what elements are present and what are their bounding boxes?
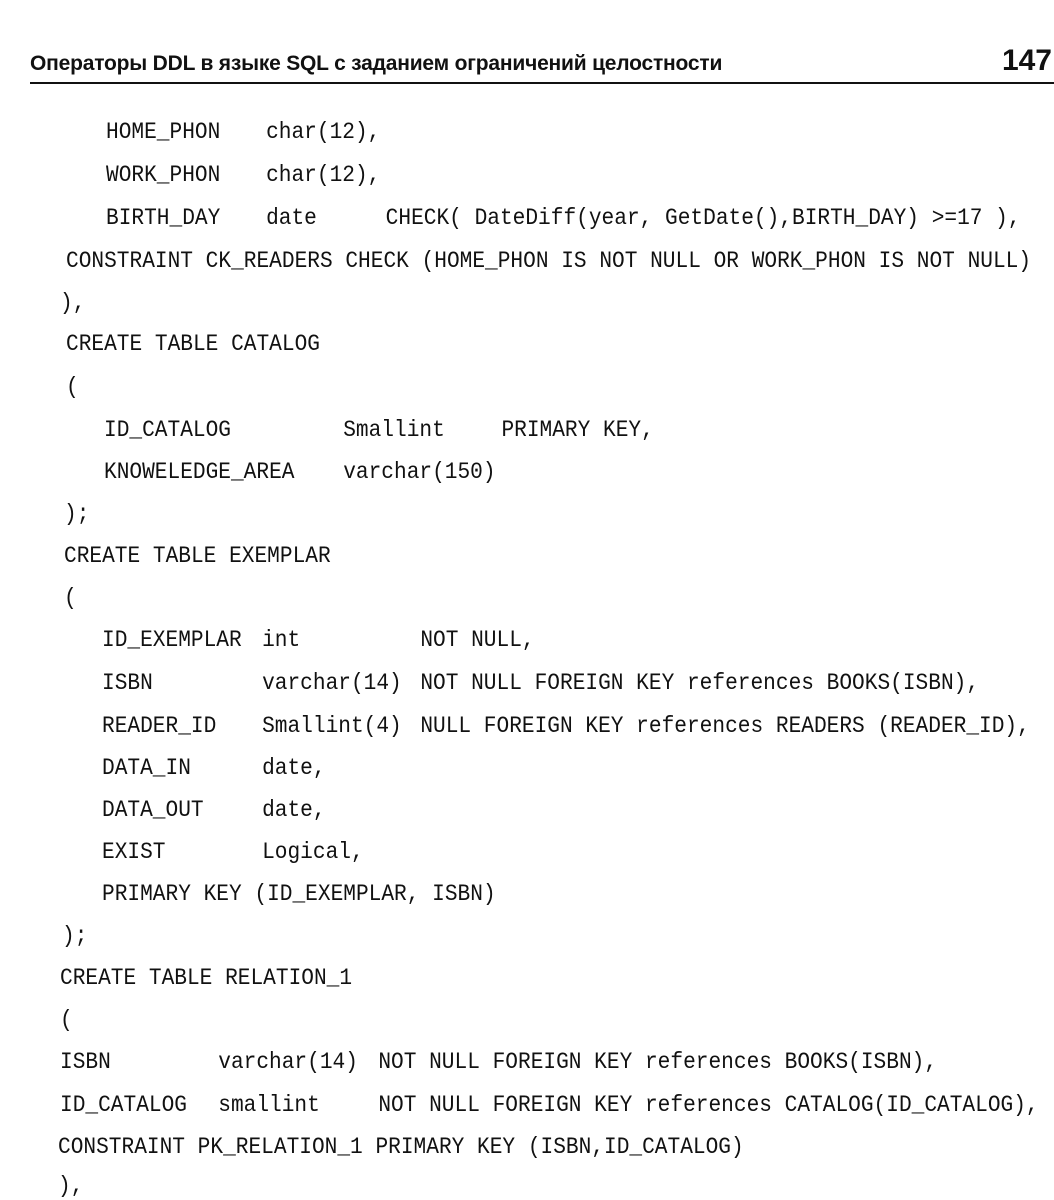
column-type: date,: [262, 797, 326, 823]
constraint-statement: PRIMARY KEY (ID_EXEMPLAR, ISBN): [102, 881, 496, 907]
page-number: 147: [1001, 44, 1052, 77]
column-type: varchar(14): [218, 1049, 358, 1075]
column-name: DATA_IN: [102, 755, 191, 781]
column-name: EXIST: [102, 839, 166, 865]
column-name: DATA_OUT: [102, 797, 204, 823]
column-constraint: NOT NULL FOREIGN KEY references BOOKS(ISBN),: [420, 670, 980, 696]
column-name: HOME_PHON: [106, 119, 221, 145]
opening-paren: (: [64, 585, 77, 611]
create-table-statement: CREATE TABLE RELATION_1: [60, 965, 353, 991]
constraint-statement: CONSTRAINT PK_RELATION_1 PRIMARY KEY (ISBN,ID_CATALOG): [58, 1134, 744, 1160]
column-type: varchar(14): [262, 670, 402, 696]
column-type: Smallint: [343, 417, 445, 443]
column-name: ID_EXEMPLAR: [102, 627, 242, 653]
column-name: BIRTH_DAY: [106, 205, 221, 231]
constraint-statement: CONSTRAINT CK_READERS CHECK (HOME_PHON IS NOT NULL OR WORK_PHON IS NOT NULL): [66, 248, 1032, 274]
column-constraint: NULL FOREIGN KEY references READERS (READER_ID),: [420, 713, 1030, 739]
column-name: WORK_PHON: [106, 162, 221, 188]
column-type: char(12),: [266, 162, 381, 188]
column-constraint: NOT NULL FOREIGN KEY references CATALOG(ID_CATALOG),: [378, 1092, 1039, 1118]
column-constraint: NOT NULL,: [420, 627, 535, 653]
create-table-statement: CREATE TABLE CATALOG: [66, 331, 320, 357]
column-constraint: PRIMARY KEY,: [501, 417, 654, 443]
closing-paren: );: [62, 923, 88, 949]
column-type: char(12),: [266, 119, 381, 145]
column-type: smallint: [218, 1092, 320, 1118]
column-name: READER_ID: [102, 713, 217, 739]
closing-paren: );: [64, 501, 90, 527]
column-constraint: NOT NULL FOREIGN KEY references BOOKS(ISBN),: [378, 1049, 938, 1075]
column-name: KNOWELEDGE_AREA: [104, 459, 295, 485]
column-type: date: [266, 205, 317, 231]
closing-paren: ),: [58, 1173, 84, 1199]
column-type: int: [262, 627, 301, 653]
column-type: varchar(150): [343, 459, 496, 485]
page-header: [30, 40, 1054, 84]
column-name: ISBN: [102, 670, 153, 696]
closing-paren: ),: [60, 290, 86, 316]
column-type: date,: [262, 755, 326, 781]
column-type: Logical,: [262, 839, 364, 865]
column-constraint: CHECK( DateDiff(year, GetDate(),BIRTH_DAY) >=17 ),: [385, 205, 1021, 231]
column-type: Smallint(4): [262, 713, 402, 739]
create-table-statement: CREATE TABLE EXEMPLAR: [64, 543, 331, 569]
opening-paren: (: [60, 1007, 73, 1033]
column-name: ISBN: [60, 1049, 111, 1075]
column-name: ID_CATALOG: [104, 417, 231, 443]
opening-paren: (: [66, 374, 79, 400]
running-head-title: Операторы DDL в языке SQL с заданием ограничений целостности: [30, 52, 723, 75]
column-name: ID_CATALOG: [60, 1092, 187, 1118]
